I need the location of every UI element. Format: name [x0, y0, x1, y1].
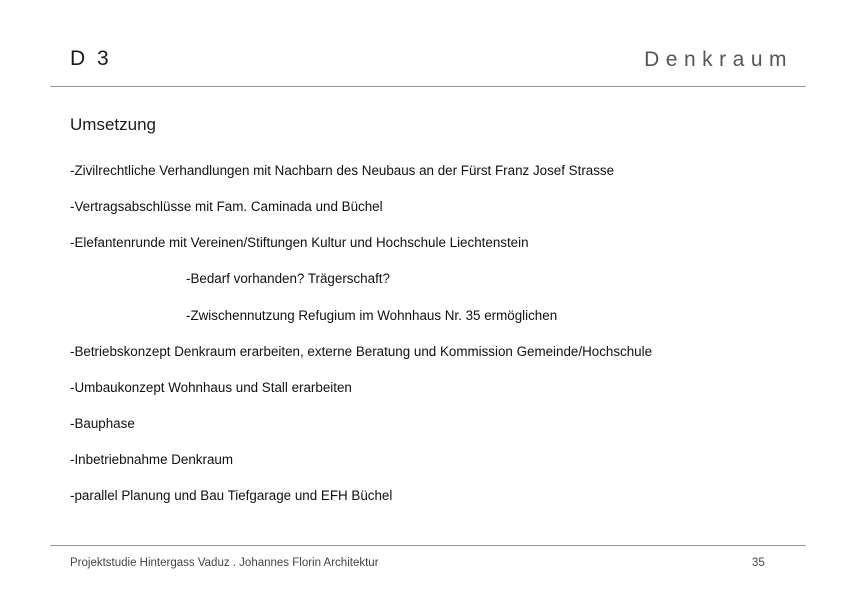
page-number: 35	[752, 557, 765, 569]
section-heading: Umsetzung	[70, 115, 156, 134]
header-divider	[50, 86, 806, 87]
slide-title: Denkraum	[644, 48, 793, 71]
list-subitem: -Zwischennutzung Refugium im Wohnhaus Nr. 35 ermöglichen	[186, 308, 558, 323]
footer-divider	[50, 545, 806, 546]
slide-code: D 3	[70, 47, 112, 70]
footer-text: Projektstudie Hintergass Vaduz . Johannes Florin Architektur	[70, 557, 379, 569]
list-subitem: -Bedarf vorhanden? Trägerschaft?	[186, 271, 390, 286]
list-item: -Vertragsabschlüsse mit Fam. Caminada und Büchel	[70, 199, 383, 214]
list-item: -Zivilrechtliche Verhandlungen mit Nachbarn des Neubaus an der Fürst Franz Josef Strasse	[70, 163, 615, 178]
list-item: -parallel Planung und Bau Tiefgarage und EFH Büchel	[70, 488, 393, 503]
list-item: -Betriebskonzept Denkraum erarbeiten, externe Beratung und Kommission Gemeinde/Hochschule	[70, 344, 653, 359]
list-item: -Elefantenrunde mit Vereinen/Stiftungen Kultur und Hochschule Liechtenstein	[70, 235, 529, 250]
list-item: -Inbetriebnahme Denkraum	[70, 452, 234, 467]
list-item: -Umbaukonzept Wohnhaus und Stall erarbeiten	[70, 380, 352, 395]
list-item: -Bauphase	[70, 416, 135, 431]
